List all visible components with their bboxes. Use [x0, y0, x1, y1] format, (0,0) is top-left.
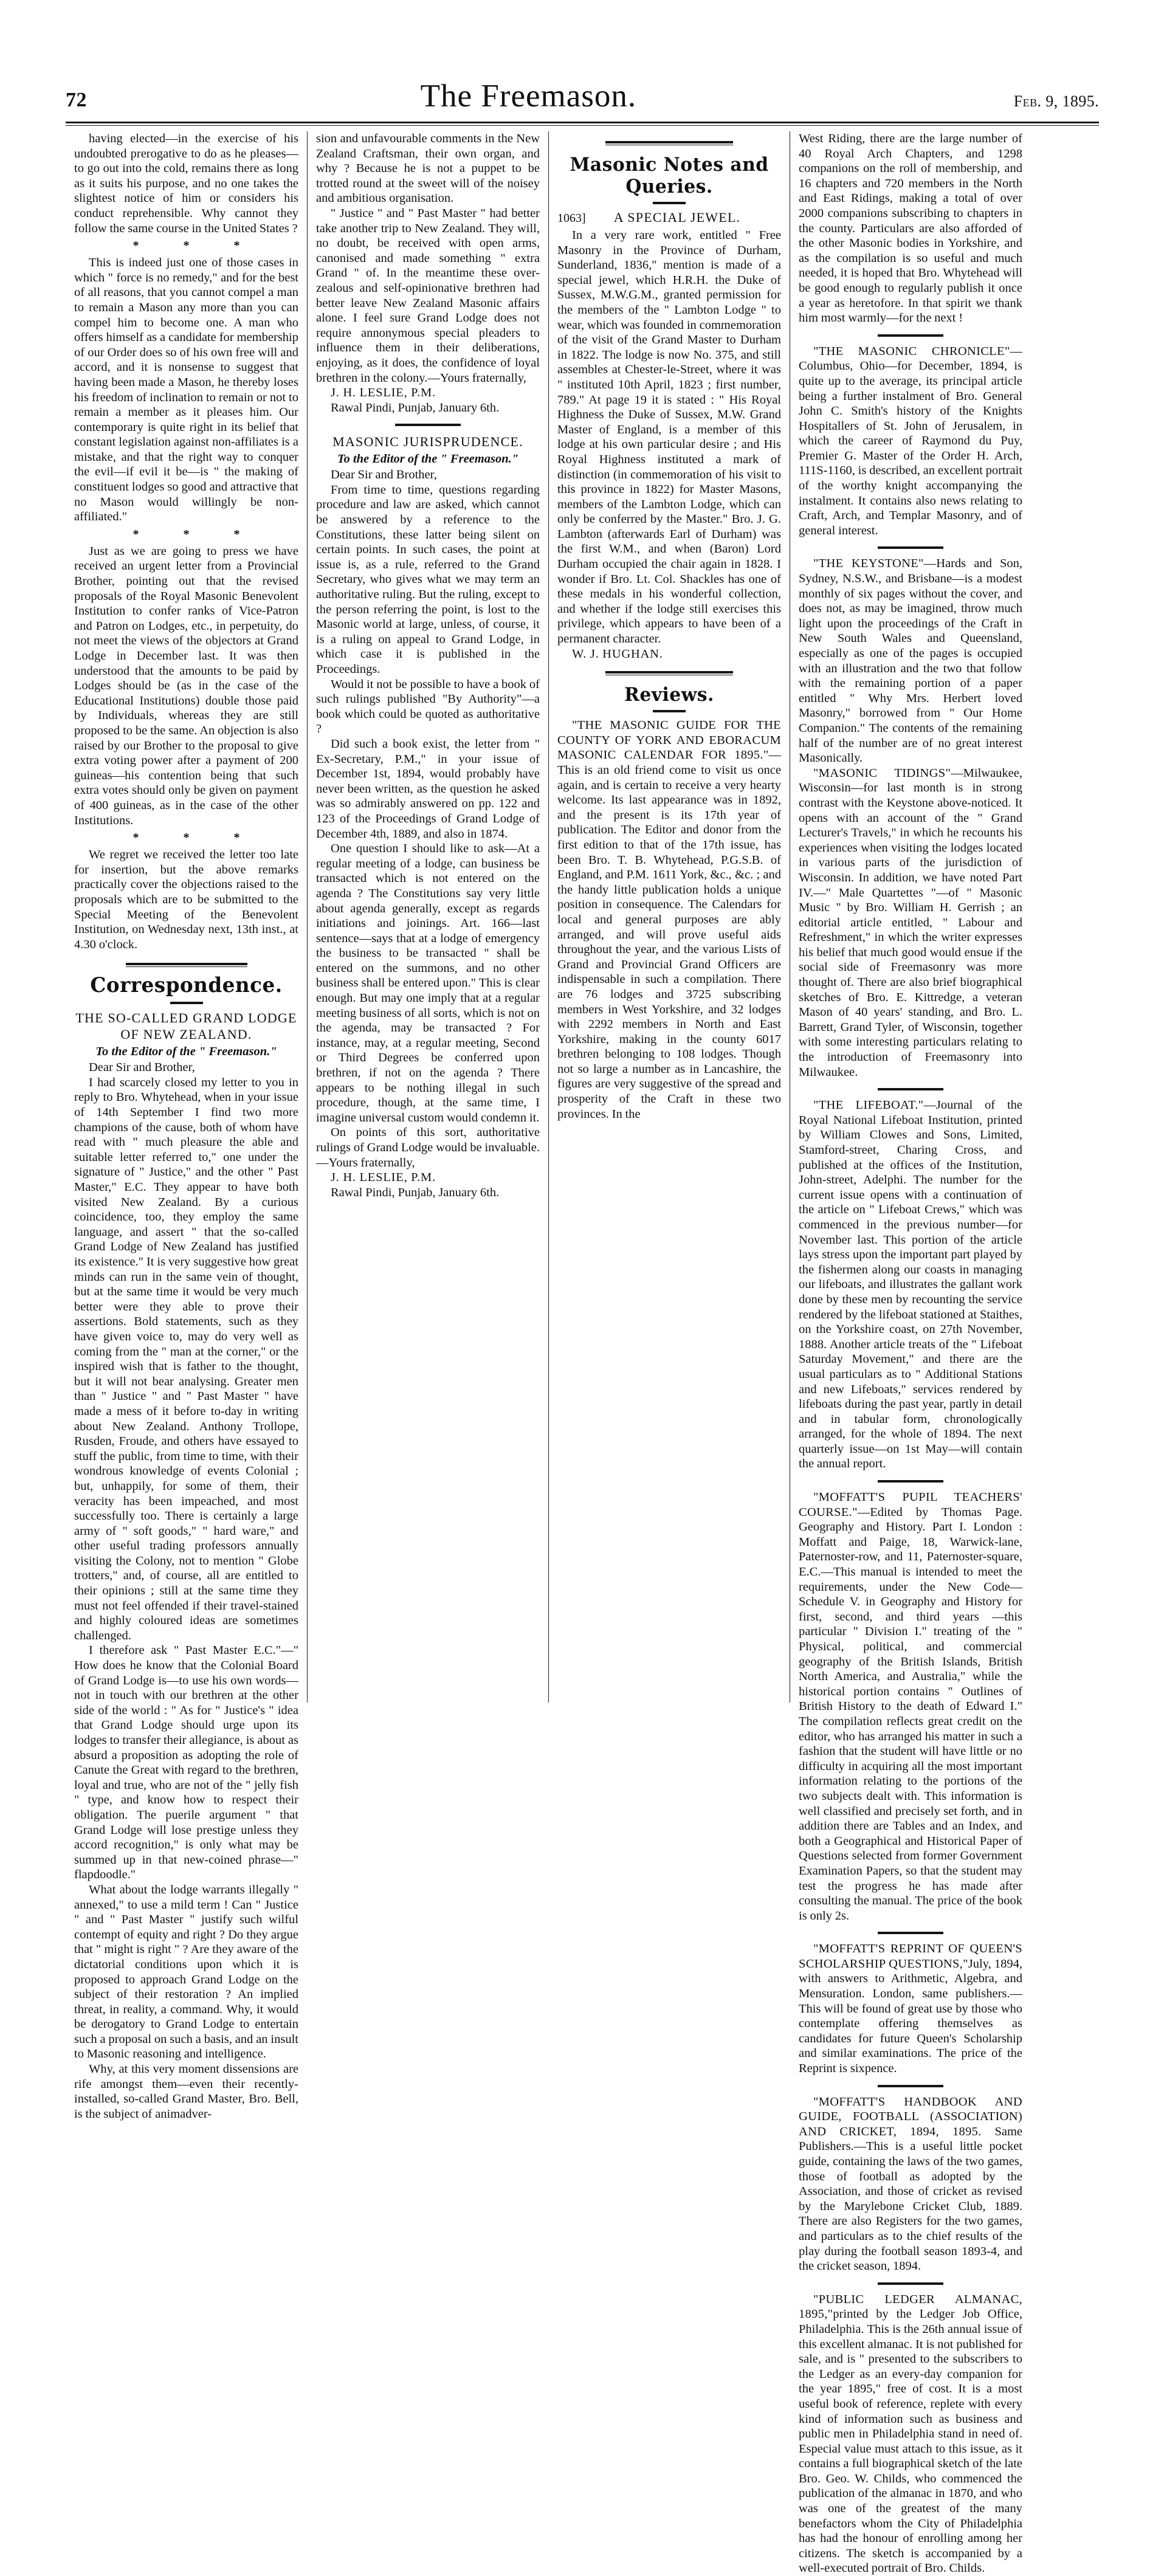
paragraph: I had scarcely closed my letter to you in reply to Bro. Whytehead, when in your issue of 14th September I find two more champions of the cause, both of whom have read with " much pleasure the able and suitable letter referred to," one under the signature of " Justice," and the other " Past Master," E.C. They appear to have both visited New Zealand. By a curious coincidence, too, they employ the same language, and assert " that the so-called Grand Lodge of New Zealand has justified its existence." It is very suggestive how great minds can run in the same vein of thought, but at the same time it would be very much better were they able to prove their assertions. Bold statements, such as they have given voice to, may do very well as coming from the " man at the corner," or the inspired wish that is father to the thought, but it will not bear analysing. Greater men than " Justice " and " Past Master " have made a mess of it before to-day in writing about New Zealand. Anthony Trollope, Rusden, Froude, and others have essayed to stuff the public, from time to time, with their wondrous knowledge of events Colonial ; but, unhappily, for some of them, their veracity has been impeached, and most successfully too. There is certainly a large army of " soft goods," " hard ware," and other useful trading professors annually visiting the Colony, not to mention " Globe trotters," and, of course, all are entitled to their opinions ; still at the same time they must not feel offended if their travel-stained and highly coloured ideas are sometimes challenged. [74, 1075, 298, 1642]
review-separator-rule [878, 1480, 943, 1483]
column-1 [66, 131, 307, 2121]
heading-underline-rule [653, 710, 686, 712]
review-entry [799, 2292, 1022, 2576]
letter-salutation: Dear Sir and Brother, [331, 468, 437, 482]
section-heading-reviews: Reviews. [624, 684, 714, 706]
column-grid [66, 131, 1099, 2575]
review-separator-rule [878, 1088, 943, 1090]
review-title: "THE KEYSTONE" [813, 557, 924, 571]
article-separator-rule [395, 424, 461, 426]
query-header-row [557, 210, 781, 226]
page-folio-number: 72 [66, 89, 87, 111]
section-rule [605, 671, 733, 675]
review-title: "THE MASONIC CHRONICLE" [813, 344, 1010, 358]
query-signature: W. J. HUGHAN. [572, 647, 663, 661]
asterism-separator: * * * [133, 831, 261, 845]
paragraph: I therefore ask " Past Master E.C."—" How does he know that the Colonial Board of Grand Lodge is—to use his own words—not in touch with our brethren at the other side of the world : " As for " Justice's " idea that Grand Lodge should urge upon its lodges to transfer their allegiance, is about as absurd a proposition as adopting the role of Canute the Great with regard to the brethren, loyal and true, who are not of the " jelly fish " type, and know how to respect their obligation. The puerile argument " that Grand Lodge will lose prestige unless they accord recognition," is only what may be summed up in that new-coined phrase—" flapdoodle." [74, 1644, 298, 1882]
asterism-separator: * * * [133, 239, 261, 253]
review-body: —This is an old friend come to visit us once again, and is certain to receive a very hearty welcome. Its last appearance was in 1892, and the present is its 17th year of publication. The Editor and donor from the first edition to that of the 17th issue, has been Bro. T. B. Whytehead, P.G.S.B. of England, and P.M. 1611 York, &c., &c. ; and the handy little publication holds a unique position in consequence. The Calendars for local and general purposes are ably arranged, and will prove useful aids throughout the year, and the various Lists of Grand and Provincial Grand Officers are indispensable in such a compilation. There are 76 lodges and 3725 subscribing members in West Yorkshire, and 32 lodges with 2292 members in North and East Yorkshire, making in the county 6017 brethren belonging to 108 lodges. Though not so large a number as in Lancashire, the figures are very suggestive of the spread and prosperity of the Craft in these two provinces. In the [557, 748, 781, 1121]
review-title: "MASONIC TIDINGS" [813, 766, 951, 780]
review-entry [799, 766, 1022, 1080]
review-entry [799, 1098, 1022, 1472]
paragraph: From time to time, questions regarding procedure and law are asked, which cannot be answered by a reference to the Constitutions, these latter being silent on certain points. In such cases, the point at issue is, as a rule, referred to the Grand Secretary, who gives what we may term an authoritative ruling. But the ruling, except to the person referring the point, is lost to the Masonic world at large, unless, of course, it is a ruling on appeal to Grand Lodge, in which case it is published in the Proceedings. [316, 483, 540, 676]
masthead-rule [66, 122, 1099, 126]
review-body: —Hards and Son, Sydney, N.S.W., and Brisbane—is a modest monthly of six pages without the cover, and does not, as may be imagined, throw much light upon the proceedings of the Craft in New South Wales and Queensland, especially as one of the pages is occupied with an illustration and the two that follow with the remaining portion of a paper entitled " Why Mrs. Herbert loved Masonry," borrowed from " Our Home Companion." The contents of the remaining half of the number are of no great interest Masonically. [799, 557, 1022, 765]
publication-title: The Freemason. [420, 78, 637, 114]
to-the-editor-line: To the Editor of the " Freemason." [95, 1045, 277, 1059]
query-title: A SPECIAL JEWEL. [613, 210, 741, 225]
paragraph: Why, at this very moment dissensions are rife amongst them—even their recently-installed, so-called Grand Master, Bro. Bell, is the subject of animadver- [74, 2062, 298, 2121]
review-separator-rule [878, 2282, 943, 2285]
review-entry [799, 556, 1022, 765]
letter-place-date: Rawal Pindi, Punjab, January 6th. [331, 1185, 500, 1199]
review-separator-rule [878, 546, 943, 549]
query-number: 1063] [557, 212, 586, 225]
to-the-editor-line: To the Editor of the " Freemason." [337, 452, 519, 466]
article-title: MASONIC JURISPRUDENCE. [332, 434, 523, 450]
column-4 [790, 131, 1031, 2575]
review-title: "MOFFATT'S REPRINT OF QUEEN'S SCHOLARSHIP QUESTIONS," [799, 1942, 1022, 1971]
review-body: —Edited by Thomas Page. Geography and History. Part I. London : Moffatt and Paige, 18, Warwick-lane, Paternoster-row, and 11, Paternoster-square, E.C.—This manual is intended to meet the requirements, under the New Code—Schedule V. in Geography and History for first, second, and third years —this particular " Division I." treating of the " Physical, political, and commercial geography of the British Islands, British North America, and Australia," while the historical portion contains " Outlines of British History to the death of Edward I." The compilation reflects great credit on the editor, who has arranged his matter in such a fashion that the student will have little or no difficulty in acquiring all the most important information relating to the portions of the two subjects dealt with. This information is well classified and precisely set forth, and in addition there are Tables and an Index, and both a Geographical and Historical Paper of Questions selected from former Government Examination Papers, so that the student may test the progress he has made after consulting the manual. The price of the book is only 2s. [799, 1505, 1022, 1923]
paragraph: " Justice " and " Past Master " had better take another trip to New Zealand. They will, no doubt, be received with open arms, canonised and made something " extra Grand " of. In the meantime these over-zealous and self-opinionative brethren had better leave New Zealand Masonic affairs alone. I feel sure Grand Lodge does not require annonymous special pleaders to influence them in their deliberations, enjoying, as it does, the confidence of loyal brethren in the colony.—Yours fraternally, [316, 206, 540, 385]
paragraph-continued: sion and unfavourable comments in the New Zealand Craftsman, their own organ, and why ? Because he is not a puppet to be trotted round at the sweet will of the noisey and ambitious organisation. [316, 132, 540, 205]
review-title: "THE LIFEBOAT." [813, 1098, 924, 1112]
paragraph: Did such a book exist, the letter from " Ex-Secretary, P.M.," in your issue of December 1st, 1894, would probably have never been written, as the question he asked was so admirably answered on pp. 122 and 123 of the Proceedings of Grand Lodge of December 4th, 1889, and also in 1874. [316, 737, 540, 841]
paragraph: One question I should like to ask—At a regular meeting of a lodge, can business be transacted which is not entered on the agenda ? The Constitutions say very little about agenda generally, except as regards initiations and joinings. Art. 166—last sentence—says that at a lodge of emergency the business to be transacted " shall be entered on the summons, and no other business shall be entered upon." This is clear enough. But may one imply that at a regular meeting business of all sorts, which is not on the agenda, may be transacted ? For instance, may, at a regular meeting, Second or Third Degrees be conferred upon brethren, if not on the agenda ? There appears to be nothing illegal in such procedure, though, at the same time, I imagine universal custom would condemn it. [316, 842, 540, 1124]
paragraph: Just as we are going to press we have received an urgent letter from a Provincial Brother, pointing out that the revised proposals of the Royal Masonic Benevolent Institution to confer ranks of Vice-Patron and Patron on Lodges, etc., in perpetuity, do not meet the views of the objectors at Grand Lodge in December last. It was then understood that the amounts to be paid by Lodges should be (as in the case of the Educational Institutions) double those paid by Individuals, whereas they are still proposed to be the same. An objection is also raised by our Brother to the proposal to give extra voting power after a payment of 200 guineas—his contention being that such extra votes should only be given on payment of 400 guineas, as in the case of the other Institutions. [74, 544, 298, 827]
heading-underline-rule [170, 1002, 203, 1004]
review-body: July, 1894, with answers to Arithmetic, Algebra, and Mensuration. London, same publishers.—This will be found of great use by those who contemplate offering themselves as candidates for future Queen's Scholarship and similar examinations. The price of the Reprint is sixpence. [799, 1957, 1023, 2076]
letter-place-date: Rawal Pindi, Punjab, January 6th. [331, 401, 500, 415]
column-3 [548, 131, 790, 1703]
review-entry [557, 718, 781, 1121]
review-separator-rule [878, 334, 943, 337]
review-separator-rule [878, 2085, 943, 2087]
section-rule [126, 963, 247, 967]
review-title: "PUBLIC LEDGER ALMANAC, 1895," [799, 2292, 1022, 2321]
review-entry [799, 1941, 1022, 2076]
review-title: "MOFFATT'S HANDBOOK AND GUIDE, FOOTBALL (ASSOCIATION) AND CRICKET, 1894, 1895. [799, 2095, 1022, 2138]
review-body: —Columbus, Ohio—for December, 1894, is quite up to the average, its principal article being a further instalment of Bro. General John C. Smith's history of the Knights Hospitallers of St. John of Jerusalem, in which the career of Raymond du Puy, Premier G. Master of the Order H. Arch, 111S-1160, is described, an excellent portrait of the worthy knight accompanying the instalment. It contains also news relating to Craft, Arch, and Templar Masonry, and of general interest. [799, 344, 1022, 537]
paragraph: In a very rare work, entitled " Free Masonry in the Province of Durham, Sunderland, 1836," mention is made of a special jewel, which H.R.H. the Duke of Sussex, M.W.G.M., granted permission for the members of the " Lambton Lodge " to wear, which was founded in commemoration of the visit of the Grand Master to Durham in 1822. The lodge is now No. 375, and still assembles at Chester-le-Street, where it was " instituted 10th April, 1823 ; first number, 789." At page 19 it is stated : " His Royal Highness the Duke of Sussex, M.W. Grand Master of England, is a member of this lodge at his own particular desire ; and His Royal Highness instituted a mark of distinction (in commemoration of his visit to this province in 1822) for Master Masons, members of the Lambton Lodge, which can only be conferred by the Master." Bro. J. G. Lambton (afterwards Earl of Durham) was the first W.M., and when (Baron) Lord Durham occupied the chair again in 1828. I wonder if Bro. Lt. Col. Shackles has one of these medals in his wonderful collection, and whether if the lodge still exercises this privilege, which appears to have been of a permanent character. [557, 229, 781, 646]
section-heading-masonic-notes-and-queries: Masonic Notes and Queries. [570, 154, 769, 198]
issue-date: feb. 9, 1895. [1013, 92, 1099, 110]
paragraph: On points of this sort, authoritative rulings of Grand Lodge would be invaluable.—Yours fraternally, [316, 1126, 540, 1169]
paragraph: What about the lodge warrants illegally " annexed," to use a mild term ! Can " Justice " and " Past Master " justify such wilful contempt of equity and right ? Do they argue that " might is right " ? Are they aware of the dictatorial conditions upon which it is proposed to approach Grand Lodge on the subject of their restoration ? An implied threat, in reality, a command. Why, it would be derogatory to Grand Lodge to entertain such a proposal on such a basis, and an insult to Masonic reasoning and intelligence. [74, 1882, 298, 2061]
masthead [66, 78, 1099, 123]
article-title: THE SO-CALLED GRAND LODGE OF NEW ZEALAND. [75, 1010, 297, 1042]
review-title: "MOFFATT'S PUPIL TEACHERS' COURSE." [799, 1490, 1022, 1519]
paragraph: We regret we received the letter too late for insertion, but the above remarks practically cover the objections raised to the proposals which are to be submitted to the Special Meeting of the Benevolent Institution, on Wednesday next, 13th inst., at 4.30 o'clock. [74, 848, 298, 951]
letter-salutation: Dear Sir and Brother, [89, 1061, 195, 1075]
section-heading-correspondence: Correspondence. [90, 973, 283, 998]
letter-signature: J. H. LESLIE, P.M. [331, 1171, 436, 1185]
heading-underline-rule [653, 202, 686, 204]
review-body: Same Publishers.—This is a useful little pocket guide, containing the laws of the two games, those of football as adopted by the Association, and those of cricket as revised by the Marylebone Cricket Club, 1889. There are also Registers for the two games, and particulars as to the chief results of the play during the football season 1893-4, and the cricket season, 1894. [799, 2124, 1023, 2273]
paragraph: Would it not be possible to have a book of such rulings published "By Authority"—a book which could be quoted as authoritative ? [316, 677, 540, 736]
paragraph-continued: West Riding, there are the large number of 40 Royal Arch Chapters, and 1298 companions on the roll of membership, and 16 chapters and 720 members in the North and East Ridings, making a total of over 2000 companions subscribing to chapters in the county. Particulars are also afforded of the other Masonic bodies in Yorkshire, and as the compilation is so useful and much needed, it is hoped that Bro. Whytehead will be good enough to regularly publish it once a year as heretofore. In that spirit we thank him most warmly—for the next ! [799, 132, 1022, 325]
section-rule [605, 141, 733, 145]
letter-signature: J. H. LESLIE, P.M. [331, 386, 436, 400]
review-body: —Journal of the Royal National Lifeboat Institution, printed by William Clowes and Sons, Limited, Stamford-street, Charing Cross, and published at the offices of the Institution, John-street, Adelphi. The number for the current issue opens with a continuation of the article on " Lifeboat Crews," which was commenced in the previous number—for November last. This portion of the article lays stress upon the important part played by the fishermen along our coasts in managing our lifeboats, and illustrates the gallant work done by these men by recounting the service rendered by the lifeboat stationed at Staithes, on the Yorkshire coast, on 27th November, 1888. Another article treats of the " Lifeboat Saturday Movement," and there are the usual particulars as to " Additional Stations and new Lifeboats," services rendered by lifeboats during the past year, partly in detail and in tabular form, chronologically arranged, for the whole of 1894. The next quarterly issue—on 1st May—will contain the annual report. [799, 1098, 1022, 1471]
asterism-separator: * * * [133, 527, 261, 541]
review-separator-rule [878, 1932, 943, 1934]
review-title: "THE MASONIC GUIDE FOR THE COUNTY OF YORK AND EBORACUM MASONIC CALENDAR FOR 1895." [557, 718, 781, 762]
paragraph: having elected—in the exercise of his undoubted prerogative to do as he pleases—to go out into the cold, remains there as long as it suits his purpose, and no one takes the slightest notice of him or considers his conduct reprehensible. Why cannot they follow the same course in the United States ? [74, 132, 298, 235]
review-entry [799, 344, 1022, 539]
column-2 [307, 131, 548, 1703]
review-body: printed by the Ledger Job Office, Philadelphia. This is the 26th annual issue of this excellent almanac. It is not published for sale, and is " presented to the subscribers to the Ledger as an every-day companion for the year 1895," free of cost. It is a most useful book of reference, replete with every kind of information such as business and public men in Philadelphia stand in need of. Especial value must attach to this issue, as it contains a full biographical sketch of the late Bro. Geo. W. Childs, who commenced the publication of the almanac in 1870, and who was one of the greatest of the many benefactors whom the City of Philadelphia has had the honour of enrolling among her citizens. The sketch is accompanied by a well-executed portrait of Bro. Childs. [799, 2307, 1022, 2575]
review-body: —Milwaukee, Wisconsin—for last month is in strong contrast with the Keystone above-noticed. It opens with an account of the " Grand Lecturer's Travels," in which he recounts his experiences when visiting the lodges located in various parts of the jurisdiction of Wisconsin. In addition, we have noted Part IV.—" Male Quartettes "—of " Masonic Music " by Bro. William H. Gerrish ; an editorial article entitled, " Labour and Refreshment," in which the writer expresses his belief that much good would ensue if the social side of Freemasonry was more thought of. There are also brief biographical sketches of Bro. E. Kittredge, a veteran Mason of 40 years' standing, and Bro. L. Barrett, Grand Tyler, of Wisconsin, together with some interesting particulars relating to the introduction of Freemasonry into Milwaukee. [799, 766, 1022, 1079]
review-entry [799, 2095, 1022, 2274]
paragraph: This is indeed just one of those cases in which " force is no remedy," and for the best of all reasons, that you cannot compel a man to remain a Mason any more than you can compel him to become one. A man who offers himself as a candidate for membership of our Order does so of his own free will and accord, and it is nonsense to suggest that having been made a Mason, he thereby loses his freedom of inclination to remain or not to remain a member as it pleases him. Our contemporary is quite right in its belief that constant legislation against non-affiliates is a mistake, and that the right way to conquer the evil—if evil it be—is " the making of constituent lodges so good and attractive that no Mason would willingly be non-affiliated." [74, 256, 298, 524]
review-entry [799, 1490, 1022, 1923]
